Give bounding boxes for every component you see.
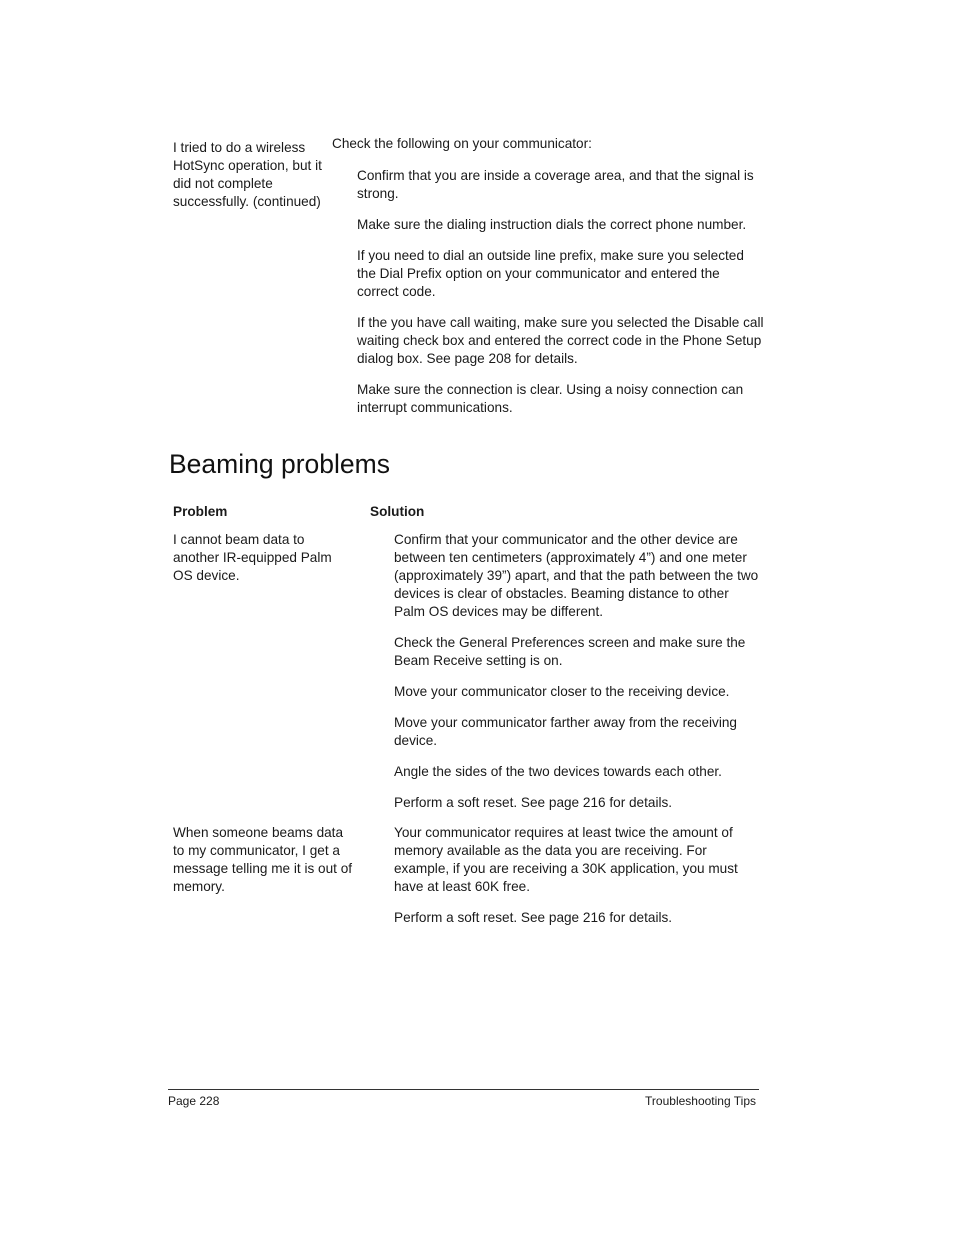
solution-item: If the you have call waiting, make sure you selected the Disable call waiting check box and entered the correct code in the Phone Setup dialog box. See page 208 for details. xyxy=(357,315,764,366)
solution-item: Move your communicator farther away from the receiving device. xyxy=(394,715,737,748)
solution-item: Confirm that you are inside a coverage area, and that the signal is strong. xyxy=(357,168,754,201)
solution-item: Move your communicator closer to the receiving device. xyxy=(394,684,730,699)
table-header-solution: Solution xyxy=(370,504,425,519)
table-row-problem: I cannot beam data to another IR-equipped Palm OS device. xyxy=(173,532,332,583)
footer-divider xyxy=(168,1089,759,1090)
table-row-problem: When someone beams data to my communicator, I get a message telling me it is out of memory. xyxy=(173,825,353,894)
continued-problem-text: I tried to do a wireless HotSync operation, but it did not complete successfully. (continued) xyxy=(173,140,322,209)
solution-item: Perform a soft reset. See page 216 for details. xyxy=(394,910,673,925)
table-row-solutions xyxy=(394,824,760,940)
solution-item: Make sure the dialing instruction dials the correct phone number. xyxy=(357,217,747,232)
solution-item: If you need to dial an outside line prefix, make sure you selected the Dial Prefix option on your communicator and entered the correct code. xyxy=(357,248,744,299)
solution-item: Angle the sides of the two devices towards each other. xyxy=(394,764,722,779)
table-header-problem: Problem xyxy=(173,504,228,519)
solution-item: Make sure the connection is clear. Using a noisy connection can interrupt communications. xyxy=(357,382,744,415)
section-heading: Beaming problems xyxy=(169,449,390,479)
solution-item: Confirm that your communicator and the other device are between ten centimeters (approximately 4”) and one meter (approximately 39”) apart, and that the path between the two devices is clear of obstacles. Beaming distance to other Palm OS devices may be different. xyxy=(394,532,759,619)
solution-item: Perform a soft reset. See page 216 for details. xyxy=(394,795,673,810)
footer-page-number: Page 228 xyxy=(168,1094,220,1108)
table-row-solutions xyxy=(394,531,760,825)
continued-solution-intro: Check the following on your communicator: xyxy=(332,136,592,151)
solution-item: Check the General Preferences screen and make sure the Beam Receive setting is on. xyxy=(394,635,746,668)
solution-item: Your communicator requires at least twice the amount of memory available as the data you are receiving. For example, if you are receiving a 30K application, you must have at least 60K free. xyxy=(394,825,738,894)
continued-solution-list xyxy=(357,167,765,430)
footer-section-title: Troubleshooting Tips xyxy=(645,1094,756,1108)
